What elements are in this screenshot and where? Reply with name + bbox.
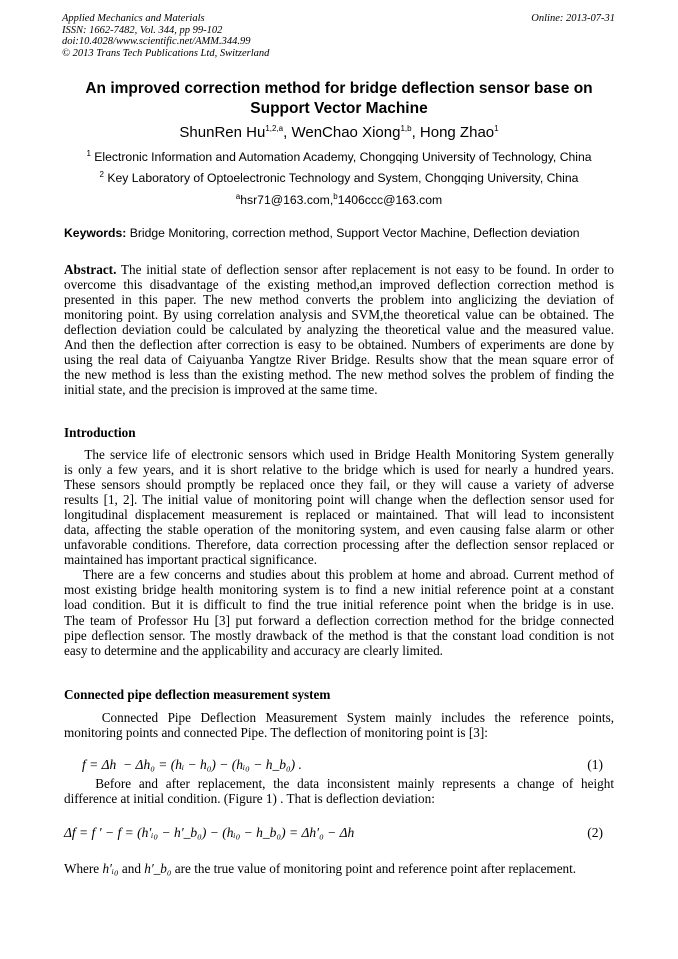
issn: ISSN: 1662-7482, Vol. 344, pp 99-102: [62, 24, 223, 36]
author-sup: 1,b: [400, 124, 412, 133]
author-name: ShunRen Hu: [179, 124, 266, 141]
equation-2: [64, 825, 614, 841]
paragraph-line: The service life of electronic sensors which used in Bridge Health Monitoring System generally: [64, 447, 614, 462]
section2-paragraph-1: [64, 710, 614, 740]
intro-paragraph-1: [64, 447, 614, 658]
math-symbol: h′ᵢ₀: [102, 861, 119, 876]
paragraph-line: results [1, 2]. The initial value of monitoring point will change when the deflection sensor used for: [64, 492, 614, 508]
math-symbol: h′_b₀: [144, 861, 172, 876]
author-name: Hong Zhao: [419, 124, 495, 141]
abstract-line: initial state, and the precision is improved at the same time.: [64, 382, 378, 398]
email-link[interactable]: hsr71@163.com,: [240, 193, 334, 207]
paragraph-line: Before and after replacement, the data inconsistent mainly represents a change of height: [64, 776, 614, 791]
paragraph-line: load condition. But it is difficult to find the true initial reference point when the bridge is in use.: [64, 597, 614, 613]
abstract-line: using the real data of Caiyuanba Yangtze River Bridge. Results show that the mean square error of: [64, 352, 614, 368]
equation-2-number: (2): [587, 825, 603, 840]
author-sup: 1,2,a: [265, 124, 284, 133]
affiliation-2: [40, 171, 638, 186]
keywords-text: Bridge Monitoring, correction method, Support Vector Machine, Deflection deviation: [126, 226, 580, 240]
author-sep: ,: [411, 124, 420, 141]
email-sup: a: [235, 191, 241, 201]
equation-1: [64, 757, 614, 773]
journal-header: [62, 13, 269, 59]
affiliation-text: Electronic Information and Automation Academy, Chongqing University of Technology, China: [90, 150, 592, 164]
paragraph-line: monitoring points and connected Pipe. The deflection of monitoring point is [3]:: [64, 725, 488, 741]
abstract: [64, 262, 614, 397]
author-list: [60, 124, 618, 142]
abstract-line: the new method is less than the existing method. The new method solves the problem of finding the: [64, 367, 614, 383]
keywords-label: Keywords:: [64, 226, 127, 240]
abstract-line: presented in this paper. The new method converts the problem into anglicizing the deviation of: [64, 292, 614, 308]
author-name: WenChao Xiong: [291, 124, 401, 141]
paragraph-line: These sensors should promptly be replaced once they fail, or they will cause a variety of adverse: [64, 477, 614, 493]
abstract-line: deflection deviation could be calculated by analyzing the theoretical value and the measured value.: [64, 322, 614, 338]
affiliation-1: [40, 150, 638, 165]
online-date: Online: 2013-07-31: [531, 13, 615, 24]
title-line-1: An improved correction method for bridge deflection sensor base on: [85, 80, 593, 97]
paragraph-line: Where h′ᵢ₀ and h′_b₀ are the true value of monitoring point and reference point after replacement.: [64, 861, 577, 876]
section-heading-connected-pipe: Connected pipe deflection measurement system: [64, 687, 331, 702]
abstract-line: overcome this disadvantage of the existing method,an improved deflection correction method is: [64, 277, 614, 293]
abstract-line: Abstract. The initial state of deflection sensor after replacement is not easy to be found. In order to: [64, 262, 614, 277]
paragraph-line: easy to determine and the applicability and accuracy are clearly limited.: [64, 642, 443, 658]
doi: doi:10.4028/www.scientific.net/AMM.344.99: [62, 36, 251, 47]
paragraph-line: longitudinal displacement measurement is replaced or maintained. That will lead to inconsistent: [64, 507, 614, 523]
paragraph-line: The team of Professor Hu [3] put forward a deflection correction method for the bridge connected: [64, 612, 614, 628]
paragraph-line: data, affecting the stable operation of the monitoring system, and even causing false alarm or other: [64, 522, 614, 538]
section-heading-introduction: Introduction: [64, 425, 136, 440]
keywords: [64, 226, 624, 241]
paragraph-line: unfavorable conditions. Therefore, data correction processing after the deflection sensor replaced or: [64, 537, 614, 553]
affiliation-text: Key Laboratory of Optoelectronic Technology and System, Chongqing University, China: [104, 171, 579, 185]
author-emails: [40, 193, 638, 208]
abstract-line: And then the deflection after correction is easy to be obtained. Numbers of experiments are done by: [64, 337, 614, 353]
paragraph-line: There are a few concerns and studies about this problem at home and abroad. Current method of: [64, 567, 614, 583]
author-sup: 1: [494, 124, 499, 133]
email-sup: b: [333, 191, 338, 201]
copyright: © 2013 Trans Tech Publications Ltd, Switzerland: [62, 47, 270, 59]
equation-1-number: (1): [587, 757, 603, 772]
affiliation-sup: 2: [99, 169, 104, 179]
email-link[interactable]: 1406ccc@163.com: [337, 193, 443, 207]
abstract-line: monitoring point. By using correlation analysis and SVM,the theoretical value can be obtained. The: [64, 307, 614, 323]
affiliation-sup: 1: [86, 148, 91, 158]
paragraph-line: pipe deflection sensor. The mostly drawback of the method is that the constant load condition is not: [64, 627, 614, 643]
journal-name: Applied Mechanics and Materials: [62, 13, 205, 24]
paragraph-line: is only a few years, and it is short relative to the bridge which is used for nearly a hundred years.: [64, 462, 614, 478]
equation-1-formula: f = Δh − Δh₀ = (hᵢ − h₀) − (hᵢ₀ − h_b₀) .: [82, 757, 302, 772]
section2-paragraph-2: [64, 776, 614, 806]
paragraph-line: maintained has important practical significance.: [64, 552, 318, 568]
abstract-label: Abstract.: [64, 262, 117, 277]
paper-title: [60, 79, 618, 119]
author-sep: ,: [283, 124, 292, 141]
paragraph-line: difference at initial condition. (Figure 1) . That is deflection deviation:: [64, 791, 435, 807]
section2-paragraph-3: [64, 861, 614, 876]
paragraph-line: Connected Pipe Deflection Measurement System mainly includes the reference points,: [64, 710, 614, 725]
equation-2-formula: Δf = f ′ − f = (h′ᵢ₀ − h′_b₀) − (hᵢ₀ − h_b₀) = Δh′₀ − Δh: [64, 825, 355, 840]
title-line-2: Support Vector Machine: [250, 100, 428, 117]
paragraph-line: most existing bridge health monitoring system is to find a new initial reference point at a constant: [64, 582, 614, 598]
